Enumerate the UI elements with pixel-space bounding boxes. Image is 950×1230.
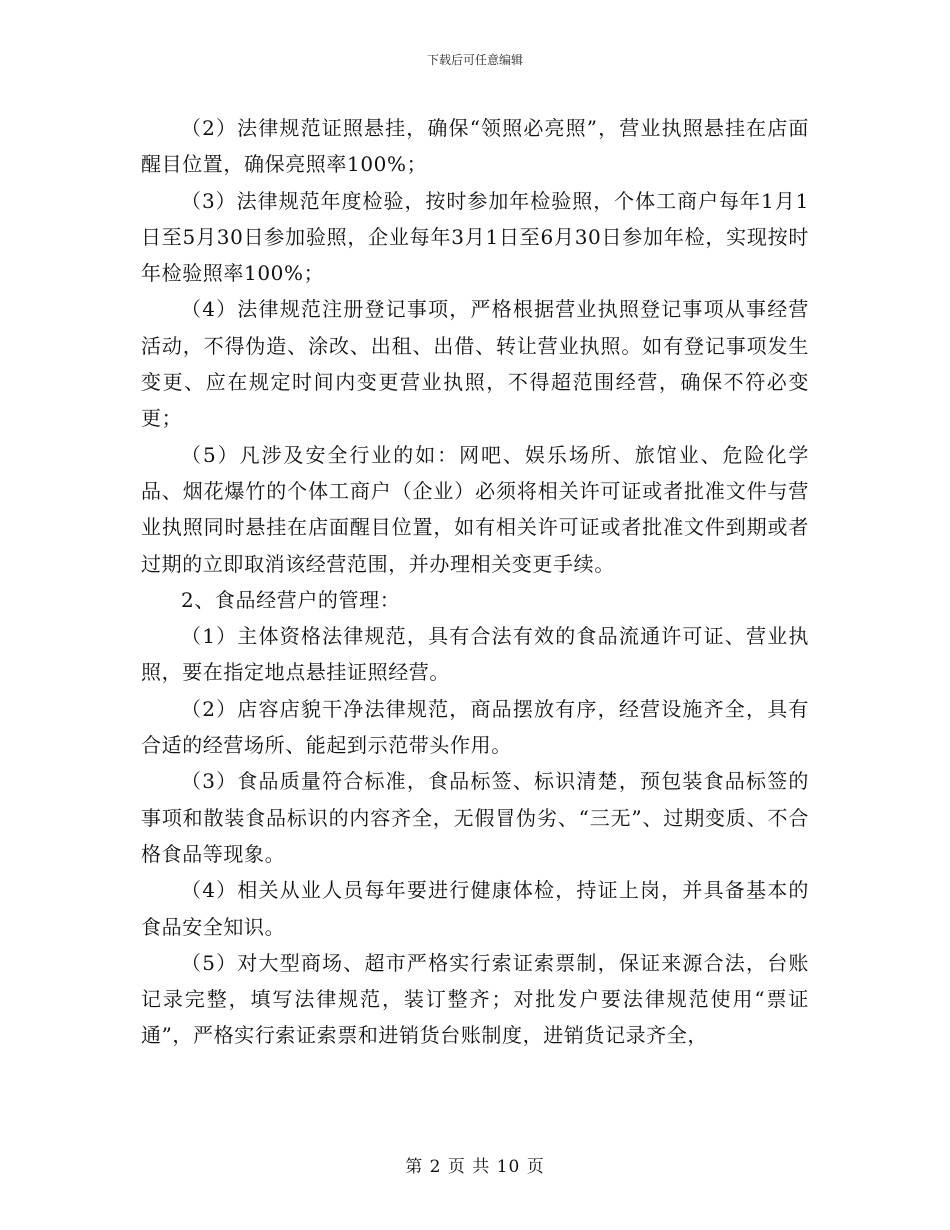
paragraph-5-safety-industries: （5）凡涉及安全行业的如：网吧、娱乐场所、旅馆业、危险化学品、烟花爆竹的个体工商户（企业）必须将相关许可证或者批准文件与营业执照同时悬挂在店面醒目位置，如有相关许可证或者批准文件到期或者过期的立即取消该经营范围，并办理相关变更手续。 [141, 442, 809, 576]
paragraph-food-5-invoice-system: （5）对大型商场、超市严格实行索证索票制，保证来源合法，台账记录完整，填写法律规范，装订整齐；对批发户要法律规范使用“票证通”，严格实行索证索票和进销货台账制度，进销货记录齐全， [141, 950, 809, 1048]
paragraph-food-2-store-appearance: （2）店容店貌干净法律规范，商品摆放有序，经营设施齐全，具有合适的经营场所、能起到示范带头作用。 [141, 696, 809, 758]
page-header: 下载后可任意编辑 [426, 53, 523, 67]
section-heading-food-operators: 2、食品经营户的管理： [181, 587, 401, 612]
paragraph-3-annual-inspection: （3）法律规范年度检验，按时参加年检验照，个体工商户每年1月1日至5月30日参加验照，企业每年3月1日至6月30日参加年检，实现按时年检验照率100%； [141, 188, 809, 286]
paragraph-4-registration-items: （4）法律规范注册登记事项，严格根据营业执照登记事项从事经营活动，不得伪造、涂改、出租、出借、转让营业执照。如有登记事项发生变更、应在规定时间内变更营业执照，不得超范围经营，确保不符必变更； [141, 297, 809, 431]
paragraph-food-1-qualification: （1）主体资格法律规范，具有合法有效的食品流通许可证、营业执照，要在指定地点悬挂证照经营。 [141, 624, 809, 685]
paragraph-2-certificate-display: （2）法律规范证照悬挂，确保“领照必亮照”，营业执照悬挂在店面醒目位置，确保亮照率100%； [141, 116, 809, 177]
page-footer: 第 2 页 共 10 页 [405, 1157, 545, 1177]
document-body [141, 110, 809, 1054]
paragraph-food-3-quality: （3）食品质量符合标准，食品标签、标识清楚，预包装食品标签的事项和散装食品标识的内容齐全，无假冒伪劣、“三无”、过期变质、不合格食品等现象。 [141, 769, 809, 866]
paragraph-food-4-health-check: （4）相关从业人员每年要进行健康体检，持证上岗，并具备基本的食品安全知识。 [141, 878, 809, 939]
